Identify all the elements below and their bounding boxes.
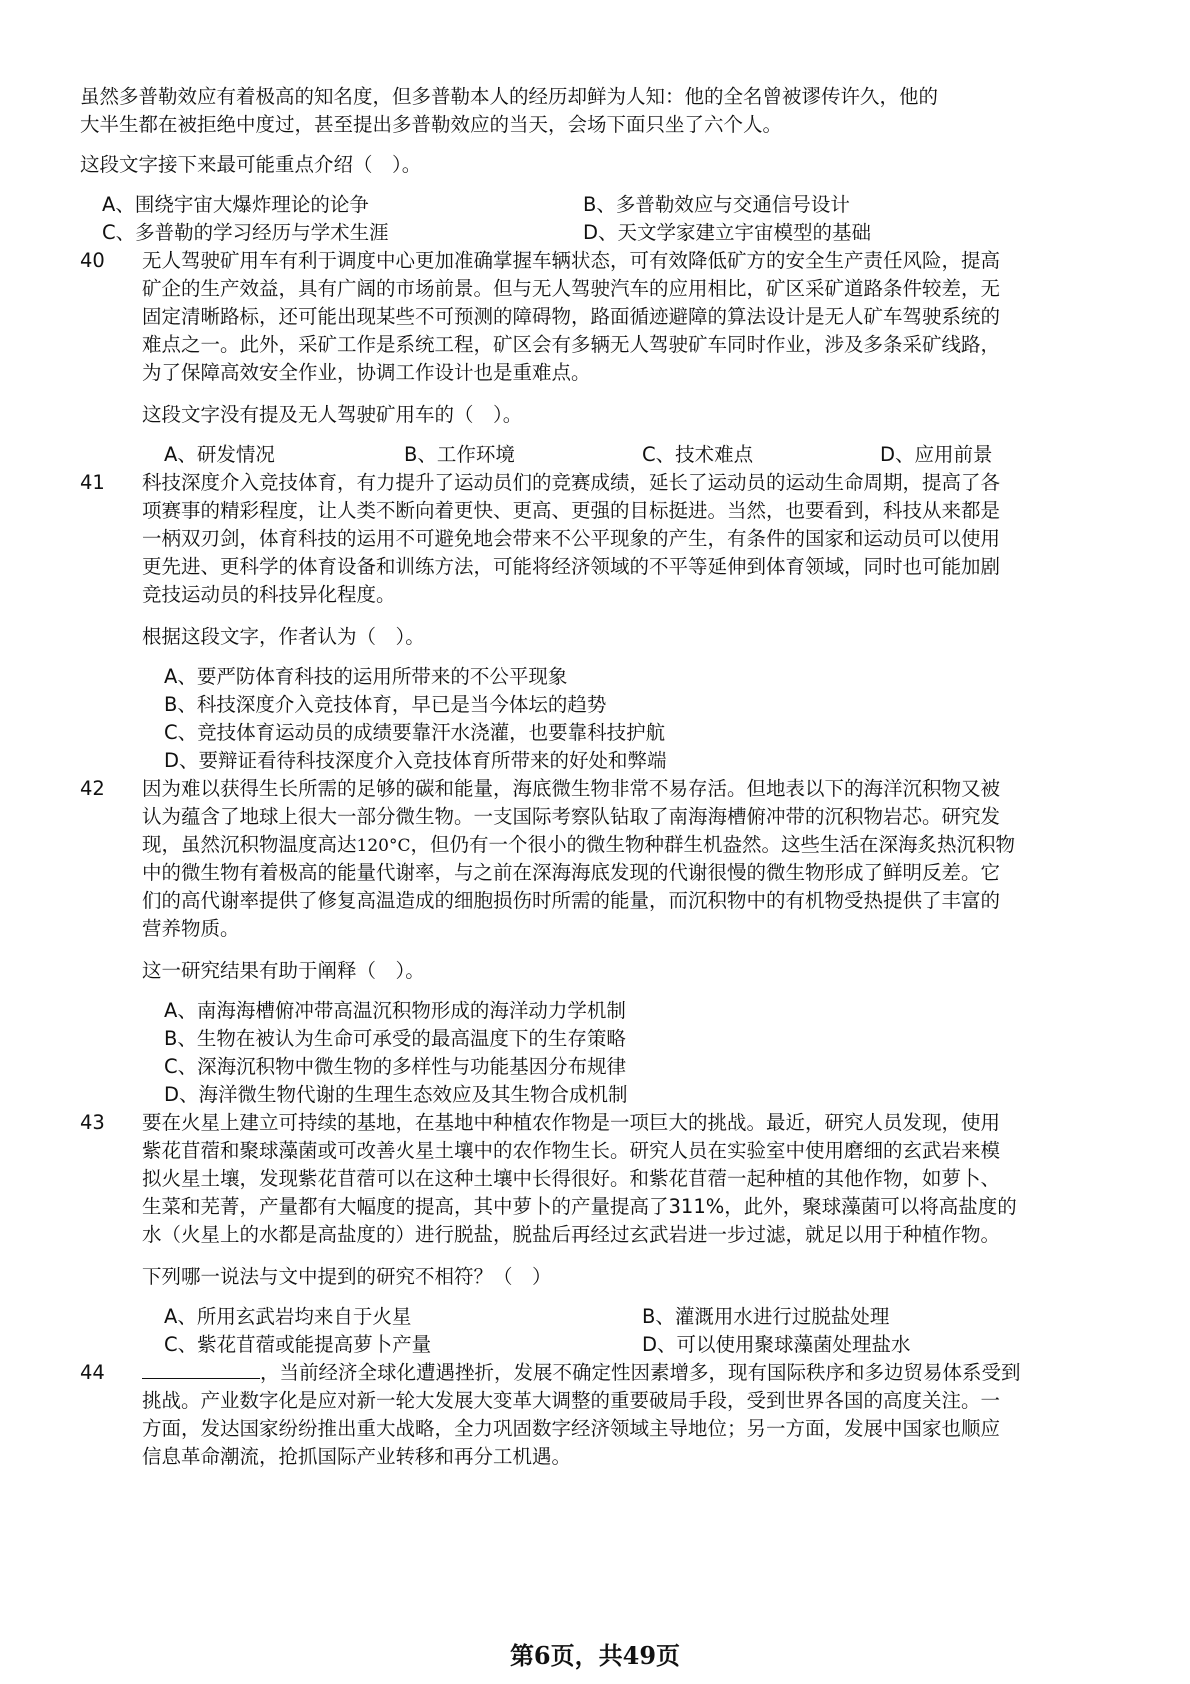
option-c[interactable]: C、竞技体育运动员的成绩要靠汗水浇灌，也要靠科技护航 (164, 721, 666, 744)
passage-line: 项赛事的精彩程度，让人类不断向着更快、更高、更强的目标挺进。当然，也要看到，科技从来都是 (142, 499, 1001, 522)
passage-line: 生菜和芜菁，产量都有大幅度的提高，其中萝卜的产量提高了311%，此外，聚球藻菌可以将高盐度的 (142, 1195, 1017, 1218)
passage-line (142, 830, 1015, 861)
passage-line: 们的高代谢率提供了修复高温造成的细胞损伤时所需的能量，而沉积物中的有机物受热提供了丰富的 (142, 889, 1001, 912)
passage-line (142, 1358, 1021, 1388)
option-a[interactable]: A、围绕宇宙大爆炸理论的论争 (102, 193, 369, 216)
passage-line: 水（火星上的水都是高盐度的）进行脱盐，脱盐后再经过玄武岩进一步过滤，就足以用于种植作物。 (142, 1223, 1001, 1246)
question-stem: 下列哪一说法与文中提到的研究不相符？（ ） (142, 1265, 552, 1288)
intro-line-2: 大半生都在被拒绝中度过，甚至提出多普勒效应的当天，会场下面只坐了六个人。 (80, 113, 783, 136)
option-c[interactable]: C、多普勒的学习经历与学术生涯 (102, 221, 389, 244)
question-stem: 根据这段文字，作者认为（ ）。 (142, 625, 425, 648)
passage-line: 更先进、更科学的体育设备和训练方法，可能将经济领域的不平等延伸到体育领域，同时也可能加剧 (142, 555, 1001, 578)
option-a[interactable]: A、所用玄武岩均来自于火星 (164, 1305, 412, 1328)
passage-line: 固定清晰路标，还可能出现某些不可预测的障碍物，路面循迹避障的算法设计是无人矿车驾驶系统的 (142, 305, 1001, 328)
passage-line: 挑战。产业数字化是应对新一轮大发展大变革大调整的重要破局手段，受到世界各国的高度关注。一 (142, 1389, 1001, 1412)
passage-line: 拟火星土壤，发现紫花苜蓿可以在这种土壤中长得很好。和紫花苜蓿一起种植的其他作物，如萝卜、 (142, 1167, 1001, 1190)
passage-line: 方面，发达国家纷纷推出重大战略，全力巩固数字经济领域主导地位；另一方面，发展中国家也顺应 (142, 1417, 1001, 1440)
passage-line: 科技深度介入竞技体育，有力提升了运动员们的竞赛成绩，延长了运动员的运动生命周期，提高了各 (142, 471, 1001, 494)
passage-line: 无人驾驶矿用车有利于调度中心更加准确掌握车辆状态，可有效降低矿方的安全生产责任风险，提高 (142, 249, 1001, 272)
intro-question: 这段文字接下来最可能重点介绍（ ）。 (80, 153, 422, 176)
passage-line: 认为蕴含了地球上很大一部分微生物。一支国际考察队钻取了南海海槽俯冲带的沉积物岩芯。研究发 (142, 805, 1001, 828)
fill-in-blank[interactable] (142, 1358, 260, 1379)
option-a[interactable]: A、南海海槽俯冲带高温沉积物形成的海洋动力学机制 (164, 999, 626, 1022)
option-b[interactable]: B、工作环境 (404, 443, 515, 466)
question-stem: 这一研究结果有助于阐释（ ）。 (142, 959, 425, 982)
option-d[interactable]: D、海洋微生物代谢的生理生态效应及其生物合成机制 (164, 1083, 628, 1106)
option-c[interactable]: C、紫花苜蓿或能提高萝卜产量 (164, 1333, 432, 1356)
option-b[interactable]: B、生物在被认为生命可承受的最高温度下的生存策略 (164, 1027, 626, 1050)
passage-line: 信息革命潮流，抢抓国际产业转移和再分工机遇。 (142, 1445, 572, 1468)
passage-line: 矿企的生产效益，具有广阔的市场前景。但与无人驾驶汽车的应用相比，矿区采矿道路条件较差，无 (142, 277, 1001, 300)
passage-line: 紫花苜蓿和聚球藻菌或可改善火星土壤中的农作物生长。研究人员在实验室中使用磨细的玄武岩来模 (142, 1139, 1001, 1162)
option-b[interactable]: B、多普勒效应与交通信号设计 (583, 193, 850, 216)
question-number: 43 (80, 1111, 105, 1134)
option-a[interactable]: A、研发情况 (164, 443, 275, 466)
passage-text: ，当前经济全球化遭遇挫折，发展不确定性因素增多，现有国际秩序和多边贸易体系受到 (260, 1361, 1021, 1384)
passage-text: 现，虽然沉积物温度高达 (142, 833, 357, 856)
passage-line: 营养物质。 (142, 917, 240, 940)
option-d[interactable]: D、要辩证看待科技深度介入竞技体育所带来的好处和弊端 (164, 749, 667, 772)
option-b[interactable]: B、灌溉用水进行过脱盐处理 (642, 1305, 890, 1328)
passage-text: ，但仍有一个很小的微生物种群生机盎然。这些生活在深海炙热沉积物 (410, 833, 1015, 856)
question-number: 41 (80, 471, 105, 494)
option-c[interactable]: C、深海沉积物中微生物的多样性与功能基因分布规律 (164, 1055, 627, 1078)
option-c[interactable]: C、技术难点 (642, 443, 754, 466)
question-number: 42 (80, 777, 105, 800)
passage-line: 为了保障高效安全作业，协调工作设计也是重难点。 (142, 361, 591, 384)
option-d[interactable]: D、应用前景 (880, 443, 993, 466)
option-d[interactable]: D、可以使用聚球藻菌处理盐水 (642, 1333, 911, 1356)
passage-line: 因为难以获得生长所需的足够的碳和能量，海底微生物非常不易存活。但地表以下的海洋沉积物又被 (142, 777, 1001, 800)
option-d[interactable]: D、天文学家建立宇宙模型的基础 (583, 221, 872, 244)
intro-line-1: 虽然多普勒效应有着极高的知名度，但多普勒本人的经历却鲜为人知：他的全名曾被谬传许久，他的 (80, 85, 939, 108)
passage-line: 一柄双刃剑，体育科技的运用不可避免地会带来不公平现象的产生，有条件的国家和运动员可以使用 (142, 527, 1001, 550)
passage-line: 竞技运动员的科技异化程度。 (142, 583, 396, 606)
option-b[interactable]: B、科技深度介入竞技体育，早已是当今体坛的趋势 (164, 693, 607, 716)
passage-line: 中的微生物有着极高的能量代谢率，与之前在深海海底发现的代谢很慢的微生物形成了鲜明反差。它 (142, 861, 1001, 884)
temperature-value: 120°C (356, 836, 411, 856)
question-number: 44 (80, 1361, 105, 1384)
question-stem: 这段文字没有提及无人驾驶矿用车的（ ）。 (142, 403, 523, 426)
passage-line: 要在火星上建立可持续的基地，在基地中种植农作物是一项巨大的挑战。最近，研究人员发现，使用 (142, 1111, 1001, 1134)
option-a[interactable]: A、要严防体育科技的运用所带来的不公平现象 (164, 665, 568, 688)
page-number: 第6页，共49页 (509, 1641, 681, 1670)
passage-line: 难点之一。此外，采矿工作是系统工程，矿区会有多辆无人驾驶矿车同时作业，涉及多条采矿线路， (142, 333, 1001, 356)
question-number: 40 (80, 249, 105, 272)
